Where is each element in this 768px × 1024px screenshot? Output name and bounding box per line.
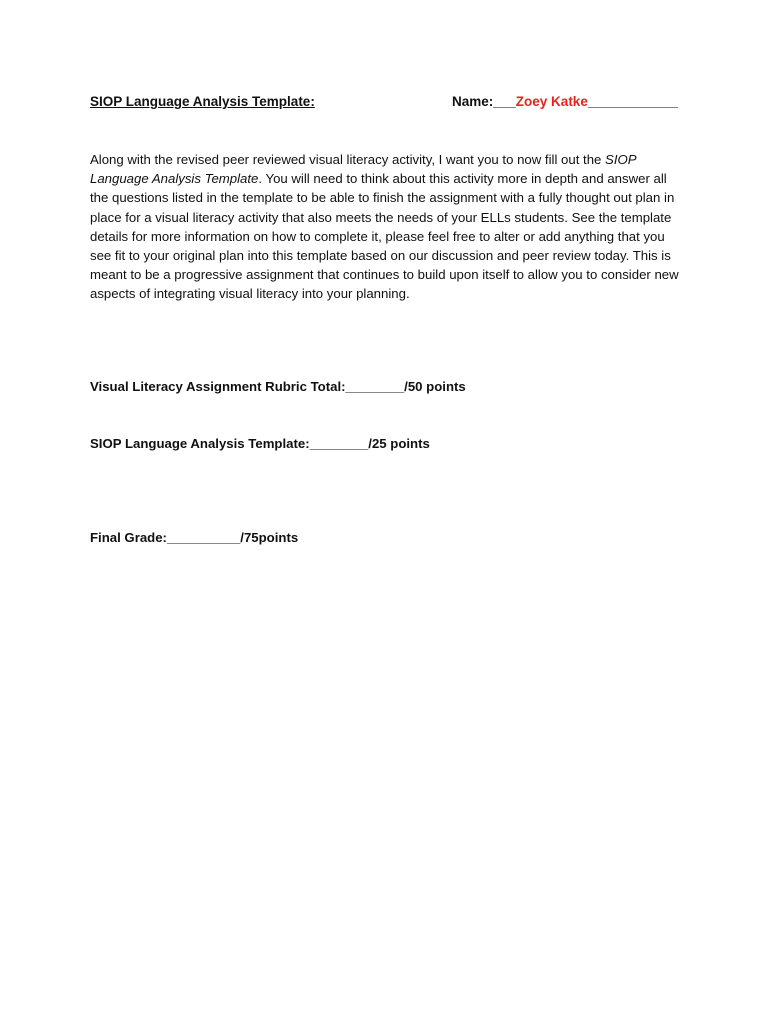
template-total-line: SIOP Language Analysis Template:________/25 points (90, 436, 430, 451)
instructions-italic-term: SIOP Language Analysis Template (90, 152, 637, 187)
rubric-total-line: Visual Literacy Assignment Rubric Total:________/50 points (90, 379, 466, 394)
name-blank-after: ____________ (587, 94, 678, 109)
instructions-paragraph (90, 150, 680, 304)
instructions-intro: Along with the revised peer reviewed visual literacy activity, I want you to now fill out the (90, 152, 606, 167)
name-label: Name: (452, 94, 494, 109)
instructions-rest: . You will need to think about this activity more in depth and answer all the questions listed in the template to be able to finish the assignment with a fully thought out plan in place for a visual literacy activity that also meets the needs of your ELLs students. See the template details for more information on how to complete it, please feel free to alter or add anything that you see fit to your original plan into this template based on our discussion and peer review today. This is meant to be a progressive assignment that continues to build upon itself to allow you to consider new aspects of integrating visual literacy into your planning. (90, 171, 679, 302)
header-row (90, 94, 680, 114)
final-grade-line: Final Grade:__________/75points (90, 530, 299, 545)
document-title: SIOP Language Analysis Template: (90, 94, 315, 109)
name-value: Zoey Katke (515, 94, 588, 109)
name-blank-before: ___ (493, 94, 516, 109)
name-field (452, 94, 678, 109)
